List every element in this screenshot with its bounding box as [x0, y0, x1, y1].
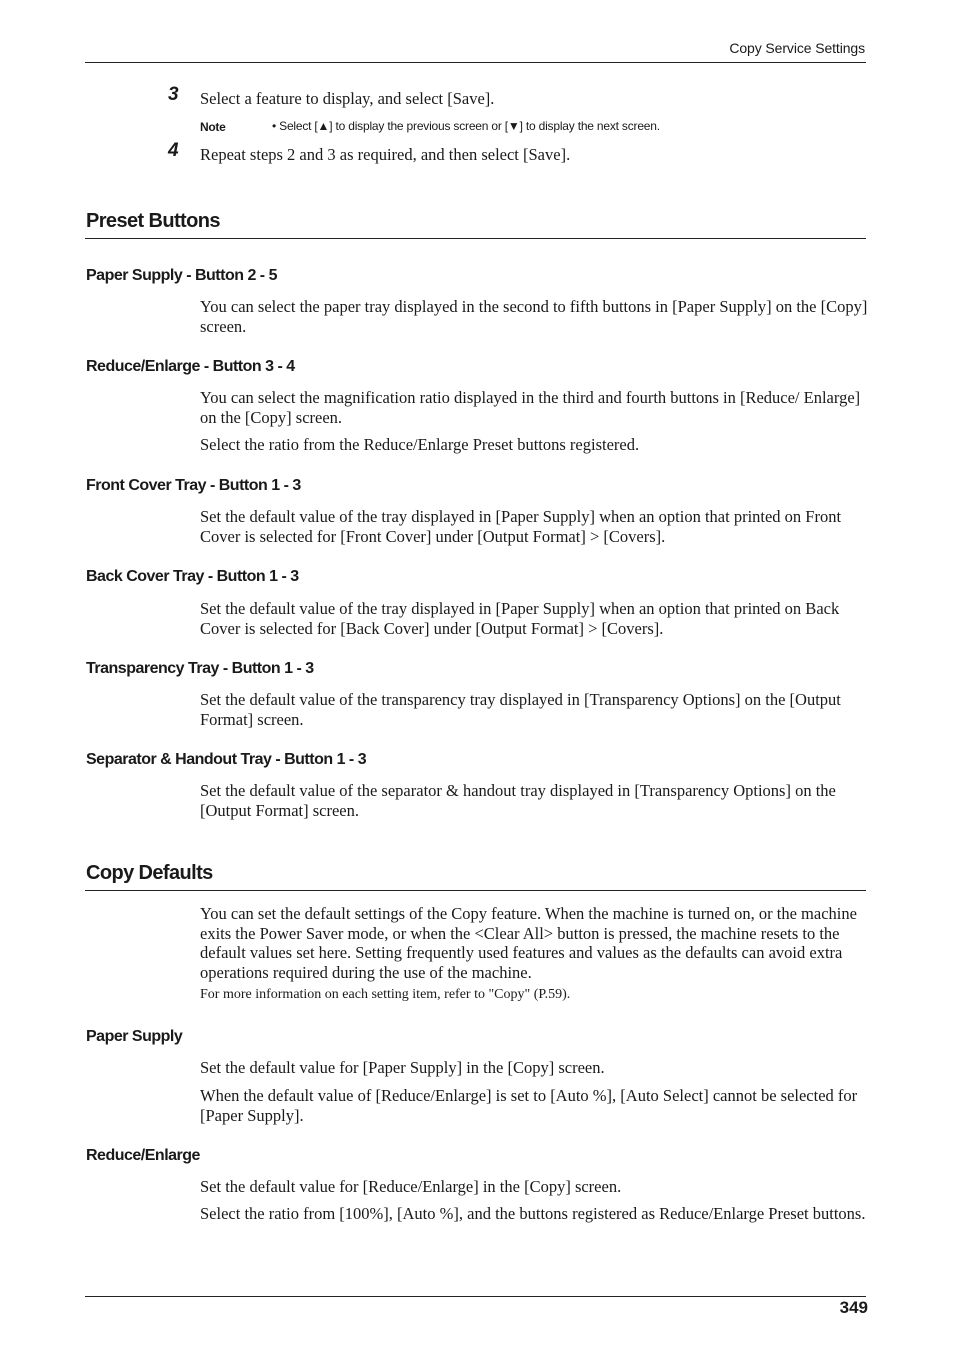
note-label: Note: [200, 120, 226, 134]
subheading: Separator & Handout Tray - Button 1 - 3: [86, 751, 367, 768]
section-rule: [85, 890, 866, 891]
footer-rule: [85, 1296, 866, 1297]
page-number: 349: [839, 1298, 868, 1317]
section-heading-copy-defaults: Copy Defaults: [86, 862, 213, 884]
subheading: Reduce/Enlarge - Button 3 - 4: [86, 358, 295, 375]
paragraph: You can select the magnification ratio displayed in the third and fourth buttons in [Reduce/ Enlarge] on the [Copy] screen.: [200, 388, 861, 427]
paragraph: You can select the paper tray displayed in the second to fifth buttons in [Paper Supply] on the [Copy] screen.: [200, 297, 868, 336]
paragraph: You can set the default settings of the Copy feature. When the machine is turned on, or the machine exits the Power Saver mode, or when the <Clear All> button is pressed, the machine resets to the default values set here. Setting frequently used features and values as the defaults can avoid extra operations required during the use of the machine.: [200, 904, 857, 982]
section-rule: [85, 238, 866, 239]
paragraph: Set the default value of the tray displayed in [Paper Supply] when an option that printed on Back Cover is selected for [Back Cover] under [Output Format] > [Covers].: [200, 599, 840, 638]
paragraph: When the default value of [Reduce/Enlarge] is set to [Auto %], [Auto Select] cannot be selected for [Paper Supply].: [200, 1086, 858, 1125]
paragraph: Set the default value for [Paper Supply] in the [Copy] screen.: [200, 1058, 605, 1077]
subheading: Reduce/Enlarge: [86, 1147, 200, 1164]
subheading: Back Cover Tray - Button 1 - 3: [86, 568, 299, 585]
section-heading-preset-buttons: Preset Buttons: [86, 210, 220, 232]
header-rule: [85, 62, 866, 63]
paragraph: Set the default value of the separator & handout tray displayed in [Transparency Options] on the [Output Format] screen.: [200, 781, 836, 820]
paragraph: Set the default value for [Reduce/Enlarge] in the [Copy] screen.: [200, 1177, 622, 1196]
subheading: Paper Supply: [86, 1028, 183, 1045]
paragraph: Select the ratio from the Reduce/Enlarge Preset buttons registered.: [200, 435, 640, 454]
subheading: Transparency Tray - Button 1 - 3: [86, 660, 314, 677]
step-number: 4: [168, 140, 179, 161]
step-number: 3: [168, 84, 179, 105]
note-text: • Select [▲] to display the previous screen or [▼] to display the next screen.: [272, 119, 660, 133]
paragraph: Set the default value of the tray displayed in [Paper Supply] when an option that printed on Front Cover is selected for [Front Cover] under [Output Format] > [Covers].: [200, 507, 842, 546]
paragraph: Set the default value of the transparency tray displayed in [Transparency Options] on the [Output Format] screen.: [200, 690, 841, 729]
subheading: Front Cover Tray - Button 1 - 3: [86, 477, 301, 494]
step-text: Repeat steps 2 and 3 as required, and then select [Save].: [200, 145, 571, 164]
step-text: Select a feature to display, and select [Save].: [200, 89, 495, 108]
subheading: Paper Supply - Button 2 - 5: [86, 267, 277, 284]
paragraph: Select the ratio from [100%], [Auto %], and the buttons registered as Reduce/Enlarge Preset buttons.: [200, 1204, 866, 1223]
reference-text: For more information on each setting item, refer to "Copy" (P.59).: [200, 987, 571, 1002]
running-header: Copy Service Settings: [729, 40, 865, 56]
